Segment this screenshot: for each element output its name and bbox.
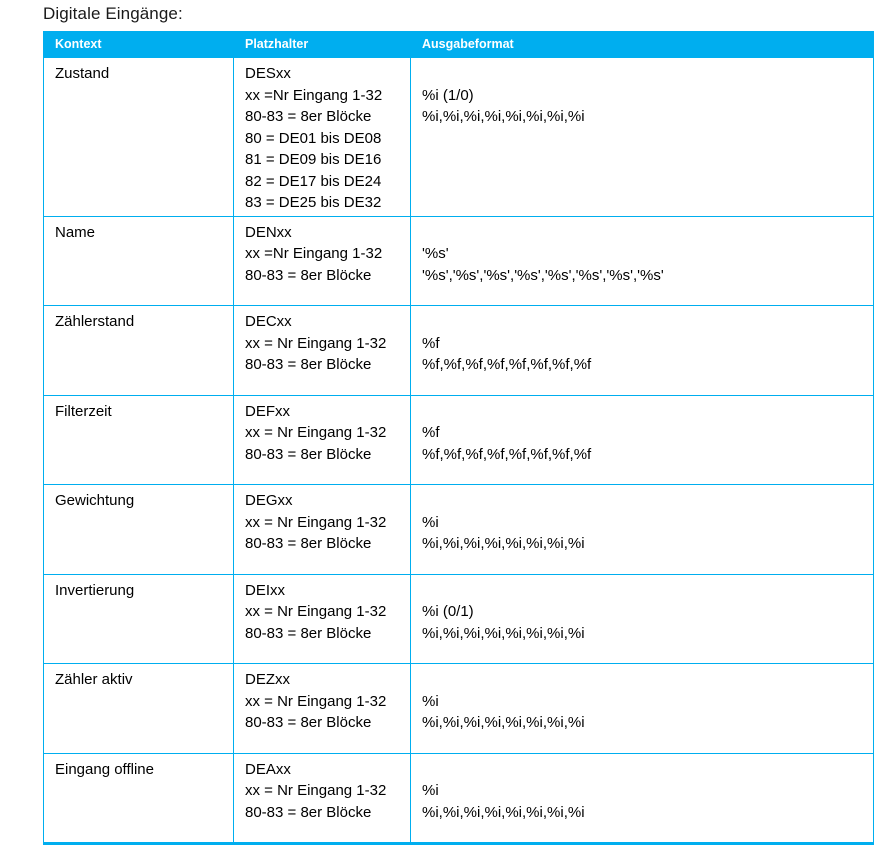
- platzhalter-line: DEZxx: [245, 671, 290, 688]
- page-title: Digitale Eingänge:: [43, 4, 183, 23]
- ausgabeformat-line: %f: [422, 334, 440, 352]
- platzhalter-line: xx = Nr Eingang 1-32: [245, 424, 387, 441]
- ausgabeformat-line: %i,%i,%i,%i,%i,%i,%i,%i: [422, 624, 585, 642]
- ausgabeformat-line: '%s': [422, 245, 449, 262]
- ausgabeformat-line: %f,%f,%f,%f,%f,%f,%f,%f: [422, 356, 592, 373]
- kontext-label: Eingang offline: [55, 760, 154, 778]
- platzhalter-line: xx =Nr Eingang 1-32: [245, 86, 383, 104]
- platzhalter-line: 80 = DE01 bis DE08: [245, 129, 382, 147]
- cell-platzhalter: [234, 306, 411, 396]
- column-header-kontext: Kontext: [44, 32, 234, 58]
- cell-ausgabeformat: [411, 574, 874, 664]
- cell-ausgabeformat: [411, 395, 874, 485]
- ausgabeformat-line: %f: [422, 424, 440, 441]
- cell-platzhalter: [234, 485, 411, 575]
- platzhalter-line: DEIxx: [245, 581, 286, 599]
- kontext-label: Zählerstand: [55, 313, 135, 330]
- platzhalter-line: xx =Nr Eingang 1-32: [245, 245, 383, 262]
- table-row: [44, 485, 874, 575]
- cell-platzhalter: [234, 664, 411, 754]
- ausgabeformat-line: [422, 222, 869, 244]
- platzhalter-line: 80-83 = 8er Blöcke: [245, 108, 372, 125]
- ausgabeformat-line: %i,%i,%i,%i,%i,%i,%i,%i: [422, 803, 585, 821]
- kontext-label: Zustand: [55, 65, 110, 82]
- cell-kontext: [44, 485, 234, 575]
- cell-ausgabeformat: [411, 306, 874, 396]
- table-row: [44, 664, 874, 754]
- cell-platzhalter: [234, 58, 411, 217]
- ausgabeformat-line: %i (0/1): [422, 603, 474, 620]
- cell-platzhalter: [234, 574, 411, 664]
- platzhalter-line: DECxx: [245, 313, 292, 330]
- column-header-ausgabeformat: Ausgabeformat: [411, 32, 874, 58]
- ausgabeformat-line: %i (1/0): [422, 86, 474, 104]
- digital-inputs-table: [43, 31, 874, 845]
- platzhalter-line: xx = Nr Eingang 1-32: [245, 603, 387, 620]
- cell-kontext: [44, 574, 234, 664]
- platzhalter-line: 80-83 = 8er Blöcke: [245, 714, 372, 731]
- table-row: [44, 753, 874, 844]
- platzhalter-line: DEFxx: [245, 402, 290, 420]
- cell-kontext: [44, 664, 234, 754]
- platzhalter-line: 80-83 = 8er Blöcke: [245, 803, 372, 821]
- kontext-label: Invertierung: [55, 581, 135, 599]
- table-row: [44, 574, 874, 664]
- ausgabeformat-line: [422, 669, 869, 691]
- kontext-label: Gewichtung: [55, 492, 135, 509]
- platzhalter-line: 83 = DE25 bis DE32: [245, 194, 382, 211]
- platzhalter-line: xx = Nr Eingang 1-32: [245, 692, 387, 710]
- ausgabeformat-line: '%s','%s','%s','%s','%s','%s','%s','%s': [422, 266, 664, 284]
- ausgabeformat-line: %f,%f,%f,%f,%f,%f,%f,%f: [422, 445, 592, 463]
- cell-ausgabeformat: [411, 753, 874, 844]
- ausgabeformat-line: [422, 63, 869, 85]
- ausgabeformat-line: [422, 401, 869, 423]
- platzhalter-line: 82 = DE17 bis DE24: [245, 172, 382, 190]
- platzhalter-line: 80-83 = 8er Blöcke: [245, 266, 372, 284]
- cell-kontext: [44, 58, 234, 217]
- platzhalter-line: xx = Nr Eingang 1-32: [245, 513, 387, 531]
- cell-ausgabeformat: [411, 664, 874, 754]
- kontext-label: Zähler aktiv: [55, 671, 133, 688]
- table-row: [44, 306, 874, 396]
- cell-platzhalter: [234, 216, 411, 306]
- ausgabeformat-line: %i: [422, 692, 439, 710]
- cell-kontext: [44, 395, 234, 485]
- ausgabeformat-line: %i,%i,%i,%i,%i,%i,%i,%i: [422, 108, 585, 125]
- platzhalter-line: 80-83 = 8er Blöcke: [245, 535, 372, 552]
- platzhalter-line: DEAxx: [245, 760, 291, 778]
- ausgabeformat-line: %i: [422, 513, 439, 531]
- ausgabeformat-line: %i,%i,%i,%i,%i,%i,%i,%i: [422, 714, 585, 731]
- cell-kontext: [44, 306, 234, 396]
- cell-platzhalter: [234, 395, 411, 485]
- table-row: [44, 216, 874, 306]
- column-header-platzhalter: Platzhalter: [234, 32, 411, 58]
- kontext-label: Filterzeit: [55, 402, 112, 420]
- cell-ausgabeformat: [411, 58, 874, 217]
- platzhalter-line: 81 = DE09 bis DE16: [245, 151, 382, 168]
- platzhalter-line: DEGxx: [245, 492, 293, 509]
- ausgabeformat-line: %i: [422, 782, 439, 799]
- ausgabeformat-line: [422, 759, 869, 781]
- platzhalter-line: 80-83 = 8er Blöcke: [245, 624, 372, 642]
- platzhalter-line: DESxx: [245, 65, 291, 82]
- cell-kontext: [44, 753, 234, 844]
- platzhalter-line: xx = Nr Eingang 1-32: [245, 782, 387, 799]
- table-body: [44, 58, 874, 844]
- cell-platzhalter: [234, 753, 411, 844]
- table-header-row: [44, 32, 874, 58]
- platzhalter-line: xx = Nr Eingang 1-32: [245, 334, 387, 352]
- ausgabeformat-line: [422, 490, 869, 512]
- ausgabeformat-line: [422, 311, 869, 333]
- cell-ausgabeformat: [411, 216, 874, 306]
- kontext-label: Name: [55, 223, 96, 241]
- table-row: [44, 395, 874, 485]
- platzhalter-line: 80-83 = 8er Blöcke: [245, 445, 372, 463]
- ausgabeformat-line: [422, 580, 869, 602]
- platzhalter-line: DENxx: [245, 223, 292, 241]
- platzhalter-line: 80-83 = 8er Blöcke: [245, 356, 372, 373]
- ausgabeformat-line: %i,%i,%i,%i,%i,%i,%i,%i: [422, 535, 585, 552]
- table-row: [44, 58, 874, 217]
- cell-kontext: [44, 216, 234, 306]
- cell-ausgabeformat: [411, 485, 874, 575]
